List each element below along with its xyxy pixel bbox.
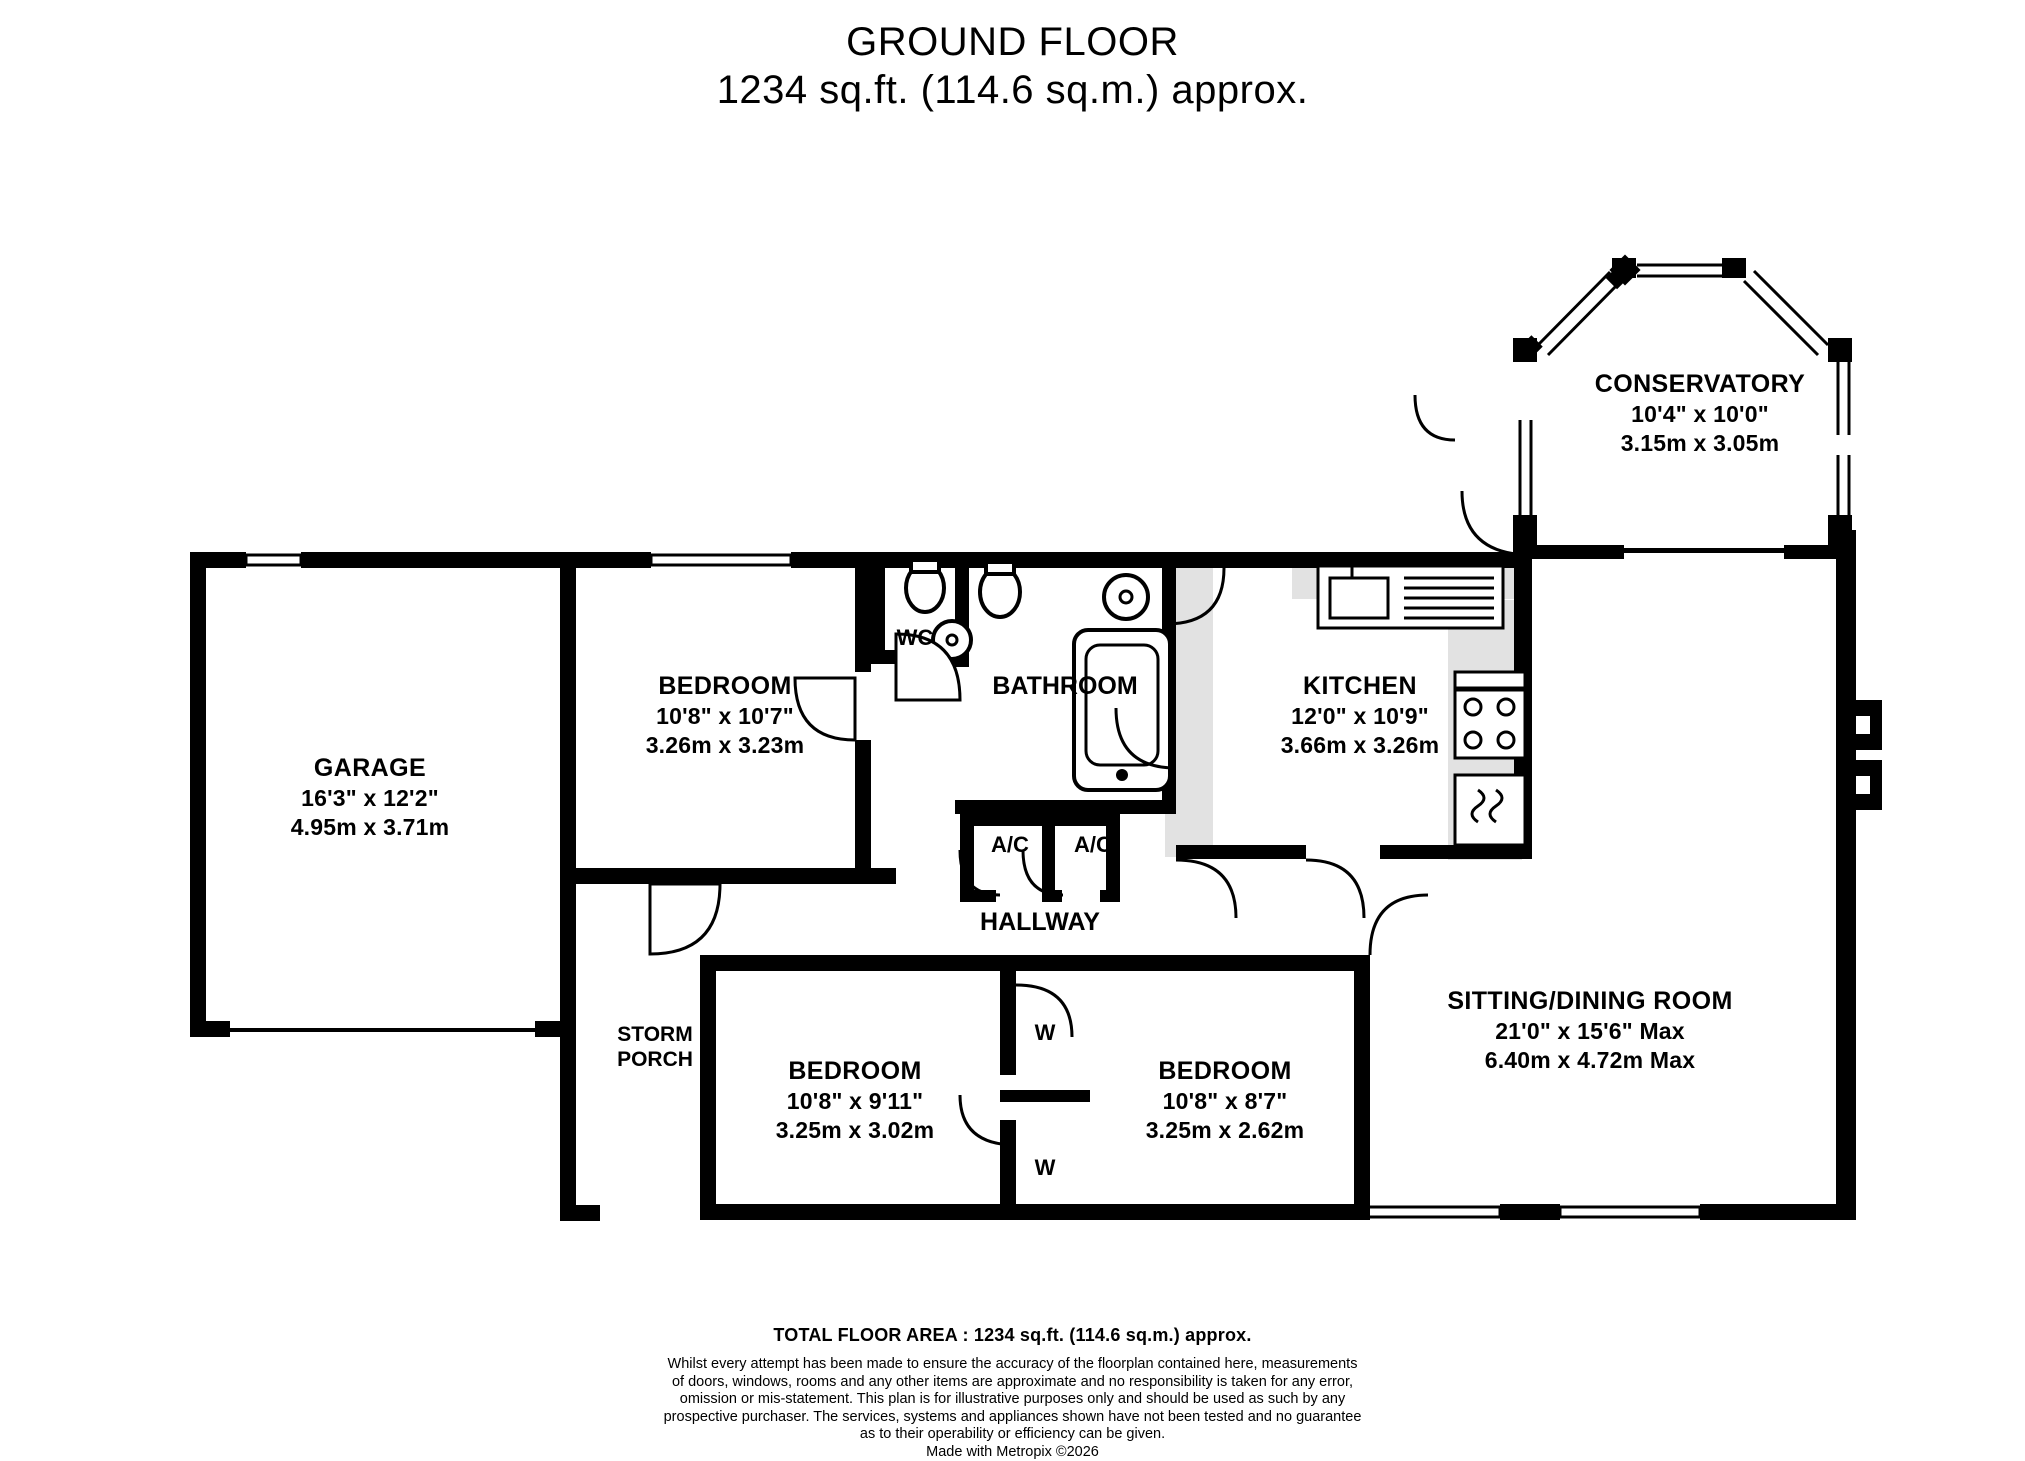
- sitting-dining-name: SITTING/DINING ROOM: [1400, 985, 1780, 1017]
- bedroom2-dim-imperial: 10'8" x 9'11": [710, 1087, 1000, 1116]
- bedroom1-dim-metric: 3.26m x 3.23m: [580, 731, 870, 760]
- kitchen-oven-icon: [1455, 775, 1525, 845]
- kitchen-sink-icon: [1318, 566, 1503, 628]
- room-label-bathroom: [975, 672, 1155, 701]
- disclaimer-line-4: prospective purchaser. The services, systems and appliances shown have not been tested and no guarantee: [0, 1409, 2025, 1427]
- room-label-bedroom2: [710, 1055, 1000, 1146]
- bedroom1-name: BEDROOM: [580, 670, 870, 702]
- disclaimer-line-2: of doors, windows, rooms and any other items are approximate and no responsibility is taken for any error,: [0, 1374, 2025, 1392]
- storm-porch-line1: STORM: [590, 1022, 720, 1047]
- conservatory-name: CONSERVATORY: [1525, 368, 1875, 400]
- garage-dim-metric: 4.95m x 3.71m: [205, 813, 535, 842]
- room-label-ac-right: [1058, 832, 1128, 858]
- bedroom3-dim-metric: 3.25m x 2.62m: [1080, 1116, 1370, 1145]
- ac-right-name: A/C: [1074, 832, 1112, 857]
- label-wardrobe-top: [1020, 1020, 1070, 1046]
- total-floor-area: TOTAL FLOOR AREA : 1234 sq.ft. (114.6 sq.m.) approx.: [0, 1325, 2025, 1346]
- toilet-icon-wc: [906, 560, 944, 612]
- bedroom3-dim-imperial: 10'8" x 8'7": [1080, 1087, 1370, 1116]
- room-label-bedroom1: [580, 670, 870, 761]
- toilet-icon-bathroom: [980, 562, 1020, 617]
- kitchen-dim-imperial: 12'0" x 10'9": [1210, 702, 1510, 731]
- bedroom1-dim-imperial: 10'8" x 10'7": [580, 702, 870, 731]
- room-label-hallway: [940, 908, 1140, 937]
- conservatory-dim-imperial: 10'4" x 10'0": [1525, 400, 1875, 429]
- floor-area-subtitle: 1234 sq.ft. (114.6 sq.m.) approx.: [0, 66, 2025, 114]
- hallway-name: HALLWAY: [980, 908, 1100, 936]
- garage-name: GARAGE: [205, 752, 535, 784]
- room-label-ac-left: [975, 832, 1045, 858]
- disclaimer-line-5: as to their operability or efficiency can be given.: [0, 1426, 2025, 1444]
- disclaimer-line-1: Whilst every attempt has been made to ensure the accuracy of the floorplan contained here, measurements: [0, 1356, 2025, 1374]
- ac-left-name: A/C: [991, 832, 1029, 857]
- room-label-garage: [205, 752, 535, 843]
- bedroom2-dim-metric: 3.25m x 3.02m: [710, 1116, 1000, 1145]
- garage-dim-imperial: 16'3" x 12'2": [205, 784, 535, 813]
- basin-icon-bathroom: [1104, 575, 1148, 619]
- room-label-storm-porch: [590, 1022, 720, 1072]
- disclaimer-line-3: omission or mis-statement. This plan is for illustrative purposes only and should be used as such by any: [0, 1391, 2025, 1409]
- label-wardrobe-bottom: [1020, 1155, 1070, 1181]
- footer: [0, 1325, 2025, 1461]
- room-label-bedroom3: [1080, 1055, 1370, 1146]
- wardrobe-top-name: W: [1035, 1020, 1056, 1045]
- disclaimer: [0, 1356, 2025, 1444]
- room-label-wc: [880, 625, 950, 651]
- room-label-sitting-dining: [1400, 985, 1780, 1076]
- wardrobe-bottom-name: W: [1035, 1155, 1056, 1180]
- kitchen-name: KITCHEN: [1210, 670, 1510, 702]
- room-label-kitchen: [1210, 670, 1510, 761]
- sitting-dining-dim-imperial: 21'0" x 15'6" Max: [1400, 1017, 1780, 1046]
- bedroom3-name: BEDROOM: [1080, 1055, 1370, 1087]
- storm-porch-walls: [560, 1021, 576, 1203]
- made-with-credit: Made with Metropix ©2026: [0, 1444, 2025, 1461]
- floor-title: GROUND FLOOR: [0, 18, 2025, 66]
- bedroom2-name: BEDROOM: [710, 1055, 1000, 1087]
- conservatory-dim-metric: 3.15m x 3.05m: [1525, 429, 1875, 458]
- bathroom-name: BATHROOM: [992, 672, 1137, 700]
- kitchen-dim-metric: 3.66m x 3.26m: [1210, 731, 1510, 760]
- sitting-dining-dim-metric: 6.40m x 4.72m Max: [1400, 1046, 1780, 1075]
- storm-porch-line2: PORCH: [590, 1047, 720, 1072]
- room-label-conservatory: [1525, 368, 1875, 459]
- wc-name: WC: [897, 625, 934, 650]
